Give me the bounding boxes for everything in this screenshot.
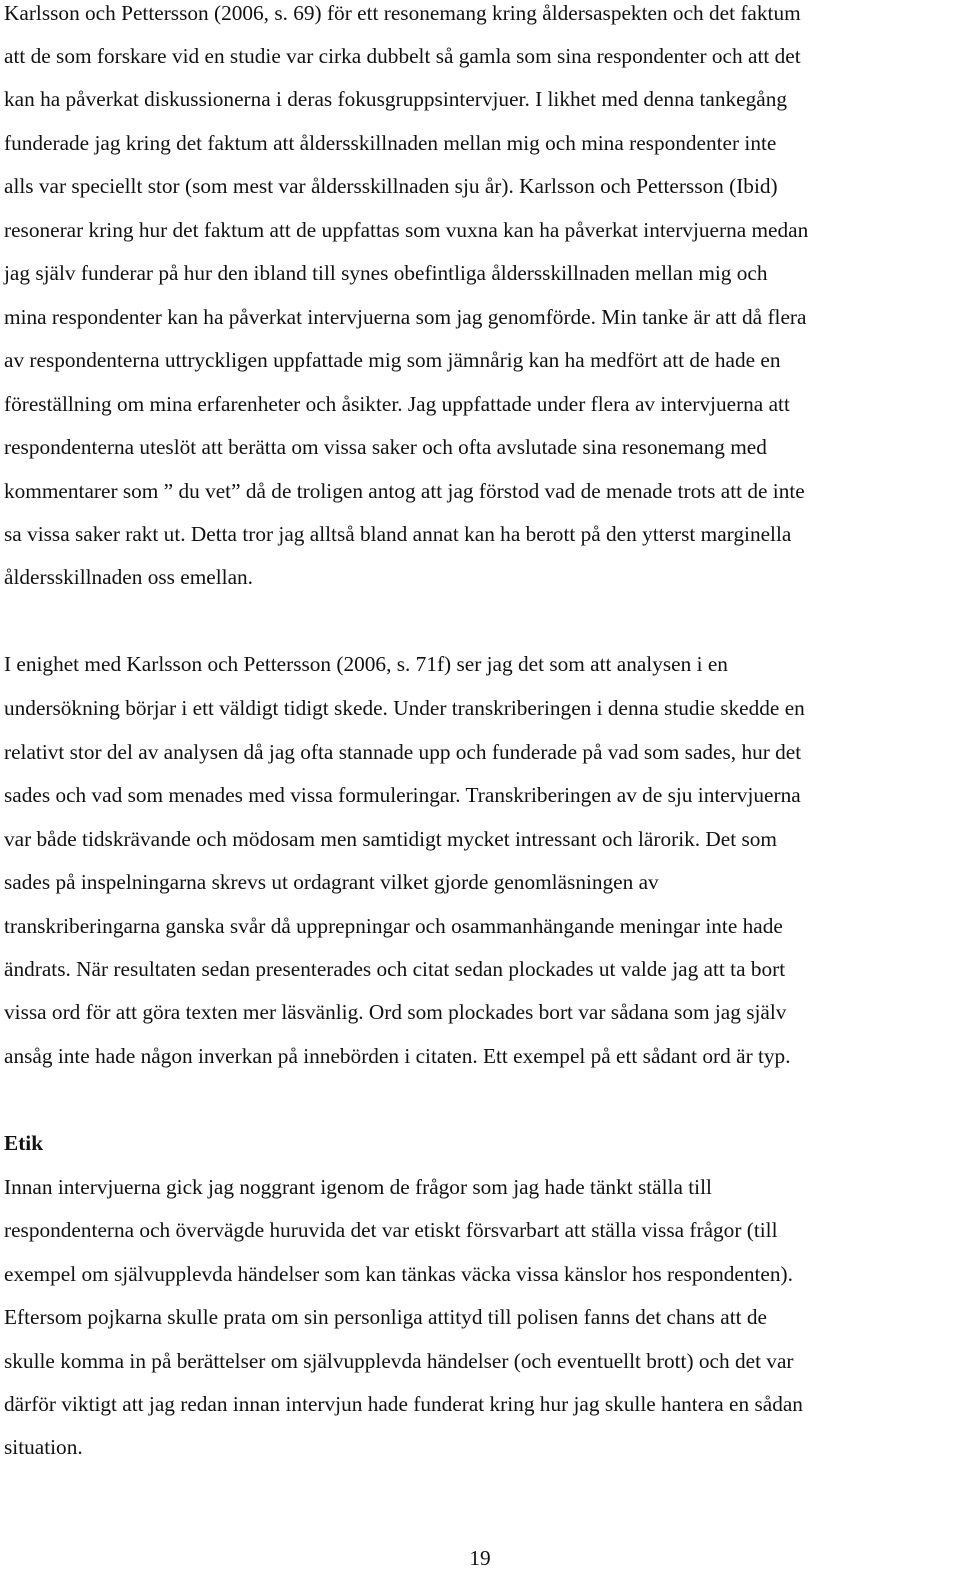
text-line: undersökning börjar i ett väldigt tidigt skede. Under transkriberingen i denna studie skedde en <box>4 696 805 720</box>
text-line: Eftersom pojkarna skulle prata om sin personliga attityd till polisen fanns det chans att de <box>4 1305 767 1329</box>
text-line: funderade jag kring det faktum att åldersskillnaden mellan mig och mina respondenter inte <box>4 131 777 155</box>
section-heading: Etik <box>4 1131 44 1155</box>
text-line: av respondenterna uttryckligen uppfattade mig som jämnårig kan ha medfört att de hade en <box>4 348 781 372</box>
text-line: Innan intervjuerna gick jag noggrant igenom de frågor som jag hade tänkt ställa till <box>4 1175 712 1199</box>
text-line: skulle komma in på berättelser om självupplevda händelser (och eventuellt brott) och det var <box>4 1349 794 1373</box>
text-line: situation. <box>4 1435 83 1459</box>
text-line: alls var speciellt stor (som mest var åldersskillnaden sju år). Karlsson och Pettersson (Ibid) <box>4 174 778 198</box>
text-line: ansåg inte hade någon inverkan på innebörden i citaten. Ett exempel på ett sådant ord är typ. <box>4 1044 791 1068</box>
text-line: I enighet med Karlsson och Pettersson (2006, s. 71f) ser jag det som att analysen i en <box>4 652 728 676</box>
text-line: relativt stor del av analysen då jag ofta stannade upp och funderade på vad som sades, hur det <box>4 740 802 764</box>
text-line: exempel om självupplevda händelser som kan tänkas väcka vissa känslor hos respondenten). <box>4 1262 793 1286</box>
text-line: att de som forskare vid en studie var cirka dubbelt så gamla som sina respondenter och att det <box>4 44 801 68</box>
text-line: resonerar kring hur det faktum att de uppfattas som vuxna kan ha påverkat intervjuerna medan <box>4 218 809 242</box>
text-line: mina respondenter kan ha påverkat intervjuerna som jag genomförde. Min tanke är att då flera <box>4 305 807 329</box>
text-line: var både tidskrävande och mödosam men samtidigt mycket intressant och lärorik. Det som <box>4 827 777 851</box>
text-line: ändrats. När resultaten sedan presenterades och citat sedan plockades ut valde jag att ta bort <box>4 957 786 981</box>
text-line: respondenterna uteslöt att berätta om vissa saker och ofta avslutade sina resonemang med <box>4 435 767 459</box>
text-line: åldersskillnaden oss emellan. <box>4 565 253 589</box>
text-line: sa vissa saker rakt ut. Detta tror jag alltså bland annat kan ha berott på den ytterst marginella <box>4 522 792 546</box>
text-line: kommentarer som ” du vet” då de troligen antog att jag förstod vad de menade trots att de inte <box>4 479 805 503</box>
text-line: sades på inspelningarna skrevs ut ordagrant vilket gjorde genomläsningen av <box>4 870 659 894</box>
text-line: vissa ord för att göra texten mer läsvänlig. Ord som plockades bort var sådana som jag själv <box>4 1000 787 1024</box>
text-line: kan ha påverkat diskussionerna i deras fokusgruppsintervjuer. I likhet med denna tankegång <box>4 87 788 111</box>
text-line: respondenterna och övervägde huruvida det var etiskt försvarbart att ställa vissa frågor (till <box>4 1218 778 1242</box>
text-line: därför viktigt att jag redan innan intervjun hade funderat kring hur jag skulle hantera en sådan <box>4 1392 803 1416</box>
text-line: jag själv funderar på hur den ibland till synes obefintliga åldersskillnaden mellan mig och <box>4 261 768 285</box>
text-line: föreställning om mina erfarenheter och åsikter. Jag uppfattade under flera av intervjuerna att <box>4 392 790 416</box>
text-line: Karlsson och Pettersson (2006, s. 69) för ett resonemang kring åldersaspekten och det faktum <box>4 1 801 25</box>
text-line: transkriberingarna ganska svår då upprepningar och osammanhängande meningar inte hade <box>4 914 783 938</box>
page-number: 19 <box>469 1546 491 1570</box>
text-line: sades och vad som menades med vissa formuleringar. Transkriberingen av de sju intervjuerna <box>4 783 801 807</box>
